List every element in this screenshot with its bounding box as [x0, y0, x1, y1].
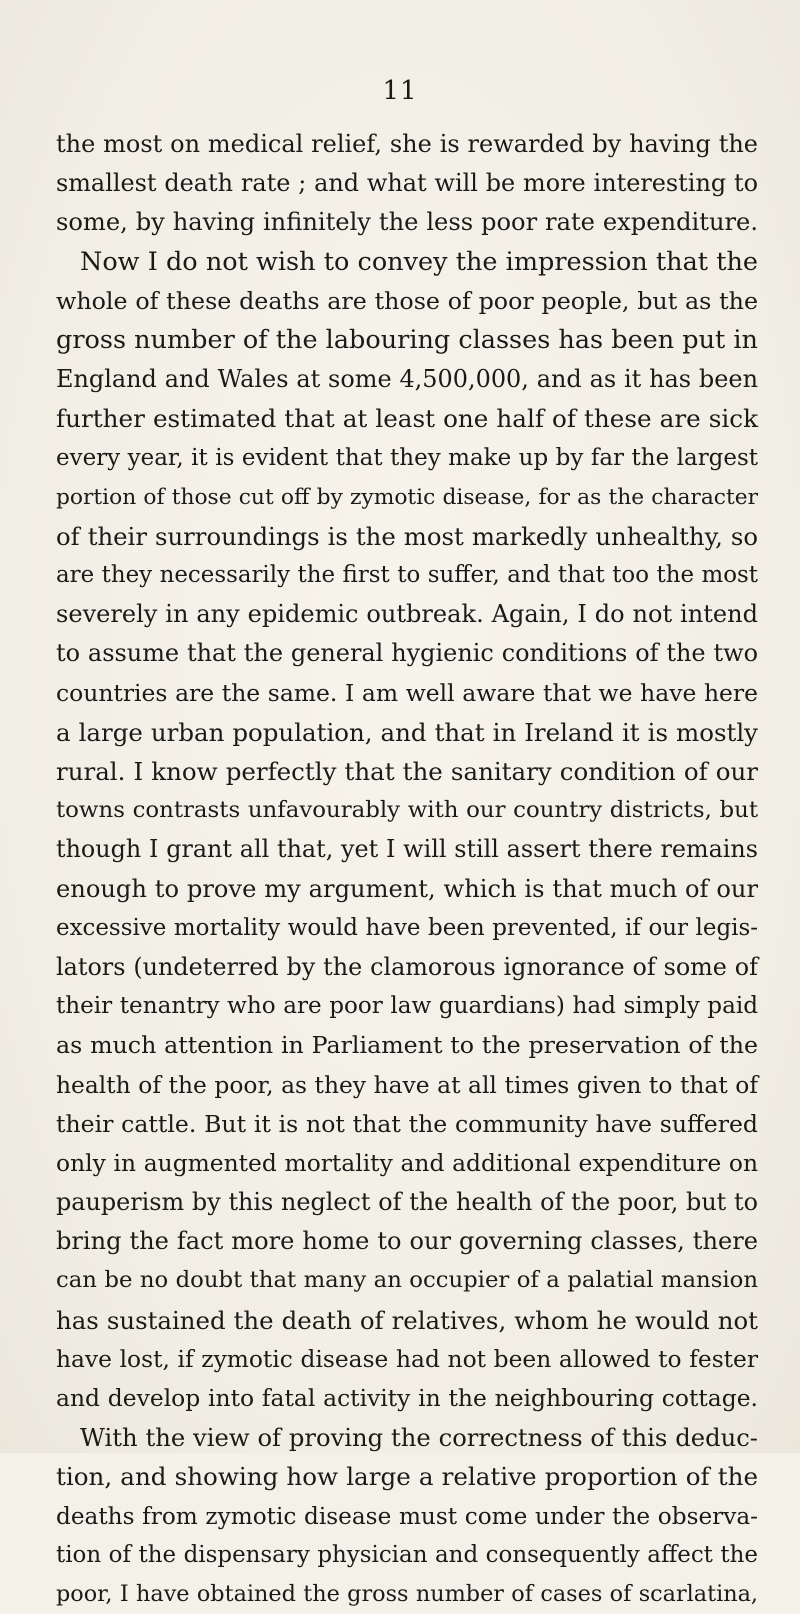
text-line: only in augmented mortality and additional expenditure on: [56, 1148, 758, 1177]
text-line: further estimated that at least one half of these are sick: [56, 404, 758, 434]
text-line: their tenantry who are poor law guardians) had simply paid: [56, 993, 758, 1020]
text-line: though I grant all that, yet I will still assert there remains: [56, 835, 758, 864]
text-line: rural. I know perfectly that the sanitary condition of our: [56, 757, 758, 786]
text-line: enough to prove my argument, which is that much of our: [56, 874, 758, 903]
text-line: Now I do not wish to convey the impression that the: [80, 246, 758, 277]
text-line: whole of these deaths are those of poor people, but as the: [56, 286, 758, 315]
text-line: tion of the dispensary physician and consequently affect the: [56, 1541, 758, 1568]
text-line: severely in any epidemic outbreak. Again, I do not intend: [56, 600, 758, 629]
text-line: of their surroundings is the most markedly unhealthy, so: [56, 521, 758, 551]
text-line: poor, I have obtained the gross number of cases of scarlatina,: [56, 1580, 758, 1607]
text-line: have lost, if zymotic disease had not been allowed to fester: [56, 1344, 758, 1373]
text-line: England and Wales at some 4,500,000, and as it has been: [56, 365, 758, 394]
text-line: smallest death rate ; and what will be more interesting to: [56, 169, 758, 198]
text-line: countries are the same. I am well aware that we have here: [56, 678, 758, 707]
text-line: pauperism by this neglect of the health of the poor, but to: [56, 1188, 758, 1217]
text-line: a large urban population, and that in Ireland it is mostly: [56, 717, 758, 747]
text-line: some, by having infinitely the less poor rate expenditure.: [56, 208, 758, 237]
text-line: can be no doubt that many an occupier of a palatial mansion: [56, 1267, 758, 1294]
text-line: gross number of the labouring classes has been put in: [56, 324, 758, 355]
text-line: excessive mortality would have been prevented, if our legis-: [56, 914, 758, 941]
text-line: health of the poor, as they have at all times given to that of: [56, 1070, 758, 1099]
text-line: to assume that the general hygienic conditions of the two: [56, 639, 758, 668]
body-text: [56, 125, 758, 1614]
text-line: portion of those cut off by zymotic disease, for as the character: [56, 484, 758, 510]
text-line: are they necessarily the first to suffer, and that too the most: [56, 562, 758, 589]
text-line: bring the fact more home to our governing classes, there: [56, 1227, 758, 1256]
page-number: 11: [382, 76, 418, 106]
text-line: the most on medical relief, she is rewarded by having the: [56, 130, 758, 158]
text-line: lators (undeterred by the clamorous ignorance of some of: [56, 952, 758, 981]
text-line: every year, it is evident that they make up by far the largest: [56, 444, 758, 471]
text-line: and develop into fatal activity in the neighbouring cottage.: [56, 1384, 758, 1412]
text-line: tion, and showing how large a relative proportion of the: [56, 1462, 758, 1492]
text-line: deaths from zymotic disease must come under the observa-: [56, 1502, 758, 1530]
text-line: their cattle. But it is not that the community have suffered: [56, 1109, 758, 1138]
text-line: With the view of proving the correctness of this deduc-: [80, 1423, 758, 1453]
text-line: towns contrasts unfavourably with our country districts, but: [56, 797, 758, 824]
text-line: has sustained the death of relatives, whom he would not: [56, 1305, 758, 1335]
text-line: as much attention in Parliament to the preservation of the: [56, 1031, 758, 1060]
